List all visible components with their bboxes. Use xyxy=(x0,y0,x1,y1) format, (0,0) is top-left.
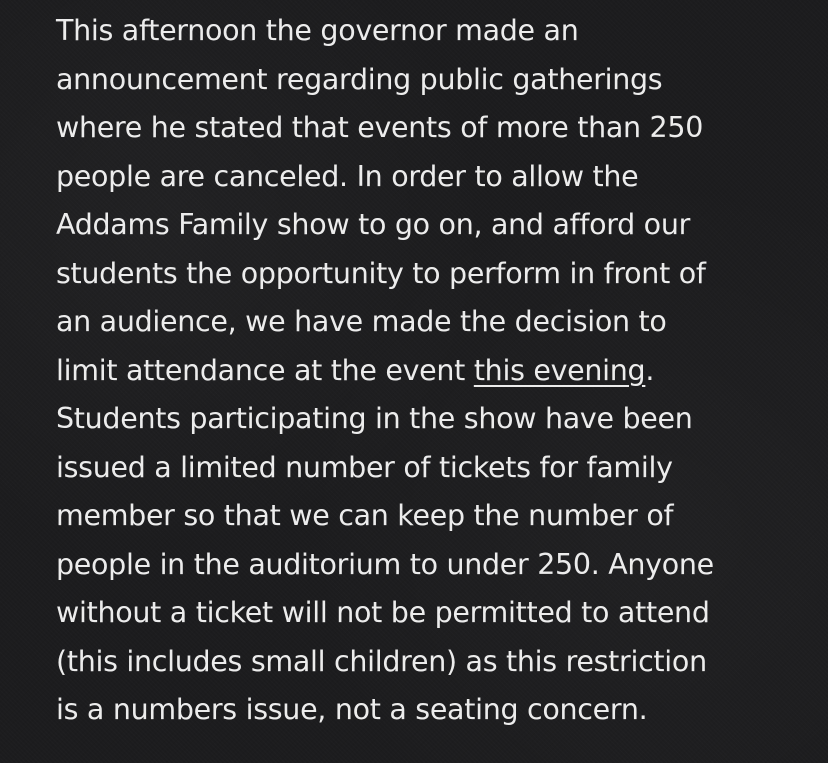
note-line: (this includes small children) as this restriction xyxy=(56,644,707,678)
date-detector-link[interactable]: this evening xyxy=(473,353,646,387)
note-line: issued a limited number of tickets for family xyxy=(56,450,673,484)
note-line: member so that we can keep the number of xyxy=(56,499,674,532)
note-line: This afternoon the governor made an xyxy=(56,14,579,47)
note-line: an audience, we have made the decision to xyxy=(56,305,667,338)
note-line: where he stated that events of more than 250 xyxy=(56,111,704,144)
note-line: Students participating in the show have been xyxy=(56,402,693,435)
note-line: without a ticket will not be permitted to attend xyxy=(56,596,710,629)
note-line: is a numbers issue, not a seating concern. xyxy=(56,693,648,726)
note-line: people are canceled. In order to allow the xyxy=(56,159,639,193)
note-line: students the opportunity to perform in front of xyxy=(56,256,706,290)
note-line-text: . xyxy=(645,353,655,387)
note-body-text[interactable] xyxy=(56,7,816,735)
note-line-text: limit attendance at the event xyxy=(56,353,474,387)
note-line: Addams Family show to go on, and afford our xyxy=(56,208,691,241)
note-line: announcement regarding public gatherings xyxy=(56,62,663,96)
note-line: people in the auditorium to under 250. Anyone xyxy=(56,547,714,581)
note-line-with-date-link xyxy=(56,347,816,396)
